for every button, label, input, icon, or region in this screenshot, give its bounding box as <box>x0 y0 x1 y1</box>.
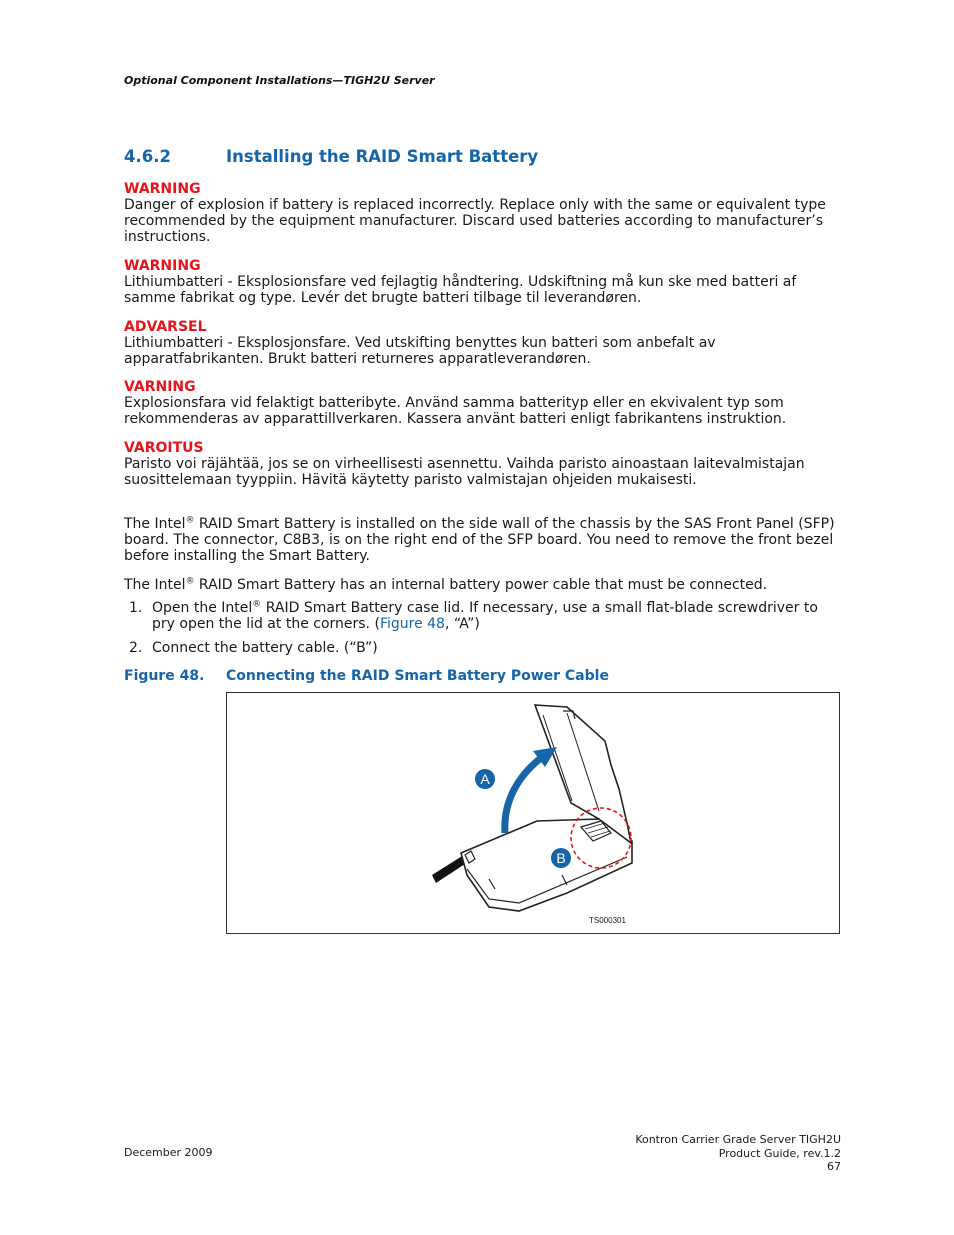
step-2 <box>124 640 844 656</box>
warning-text: Explosionsfara vid felaktigt batteribyte. Använd samma batterityp eller en ekvivalent typ som rekommenderas av apparattillverkaren. Kassera använt batteri enligt fabrikantens instruktion. <box>124 395 787 427</box>
warning-block-3 <box>124 319 844 367</box>
figure-frame <box>226 692 840 934</box>
warning-text: Lithiumbatteri - Eksplosionsfare ved fejlagtig håndtering. Udskiftning må kun ske med batteri af samme fabrikat og type. Levér det brugte batteri tilbage til leverandøren. <box>124 274 797 306</box>
step-number: 2. <box>129 640 143 656</box>
para-rest: RAID Smart Battery is installed on the side wall of the chassis by the SAS Front Panel (SFP) board. The connector, C8B3, is on the right end of the SFP board. You need to remove the front bezel before installing the Smart Battery. <box>124 516 835 564</box>
warning-heading: VAROITUS <box>124 440 204 456</box>
section-title <box>124 147 538 166</box>
para-rest: RAID Smart Battery has an internal battery power cable that must be connected. <box>194 577 768 593</box>
figure-caption <box>124 668 609 684</box>
para-prefix: The Intel <box>124 516 186 532</box>
intro-paragraph <box>124 516 844 564</box>
registered-mark: ® <box>185 576 195 587</box>
warning-heading: VARNING <box>124 379 196 395</box>
figure-48-link[interactable]: Figure 48 <box>379 616 445 632</box>
step-1 <box>124 600 844 632</box>
warning-text: Paristo voi räjähtää, jos se on virheellisesti asennettu. Vaihda paristo ainoastaan laitevalmistajan suosittelemaan tyyppiin. Hävitä käytetty paristo valmistajan ohjeiden mukaisesti. <box>124 456 805 488</box>
warning-heading: ADVARSEL <box>124 319 207 335</box>
registered-mark: ® <box>252 599 262 610</box>
warning-heading: WARNING <box>124 258 201 274</box>
step-text: , “A”) <box>444 616 480 632</box>
figure-code: TS000301 <box>589 916 626 925</box>
registered-mark: ® <box>185 515 195 526</box>
battery-illustration <box>227 693 839 933</box>
section-title-text: Installing the RAID Smart Battery <box>226 147 539 166</box>
warning-text: Danger of explosion if battery is replaced incorrectly. Replace only with the same or equivalent type recommended by the equipment manufacturer. Discard used batteries according to manufacturer’s instructions. <box>124 197 826 245</box>
warning-block-4 <box>124 379 844 427</box>
warning-heading: WARNING <box>124 181 201 197</box>
footer-product-line2: Product Guide, rev.1.2 <box>718 1146 841 1160</box>
footer-date: December 2009 <box>124 1146 213 1159</box>
warning-block-1 <box>124 181 844 245</box>
step-number: 1. <box>129 600 143 616</box>
callout-b-label: B <box>556 850 566 866</box>
figure-caption-text: Connecting the RAID Smart Battery Power Cable <box>226 668 609 684</box>
cable-paragraph <box>124 577 844 593</box>
para-prefix: The Intel <box>124 577 186 593</box>
callout-a-label: A <box>480 771 490 787</box>
footer-product <box>635 1133 841 1174</box>
section-number: 4.6.2 <box>124 147 171 166</box>
warning-block-2 <box>124 258 844 306</box>
step-text: RAID Smart Battery case lid. If necessary, use a small flat-blade screwdriver to pry open the lid at the corners. ( <box>152 600 818 632</box>
footer-product-line1: Kontron Carrier Grade Server TIGH2U <box>635 1133 841 1146</box>
warning-block-5 <box>124 440 844 488</box>
steps-list <box>124 600 844 656</box>
step-text: Connect the battery cable. (“B”) <box>152 640 378 656</box>
step-text: Open the Intel <box>152 600 253 616</box>
figure-number: Figure 48. <box>124 668 205 684</box>
running-header: Optional Component Installations—TIGH2U Server <box>124 74 435 87</box>
warning-text: Lithiumbatteri - Eksplosjonsfare. Ved utskifting benyttes kun batteri som anbefalt av apparatfabrikanten. Brukt batteri returneres apparatleverandøren. <box>124 335 716 367</box>
page-number: 67 <box>827 1160 841 1173</box>
